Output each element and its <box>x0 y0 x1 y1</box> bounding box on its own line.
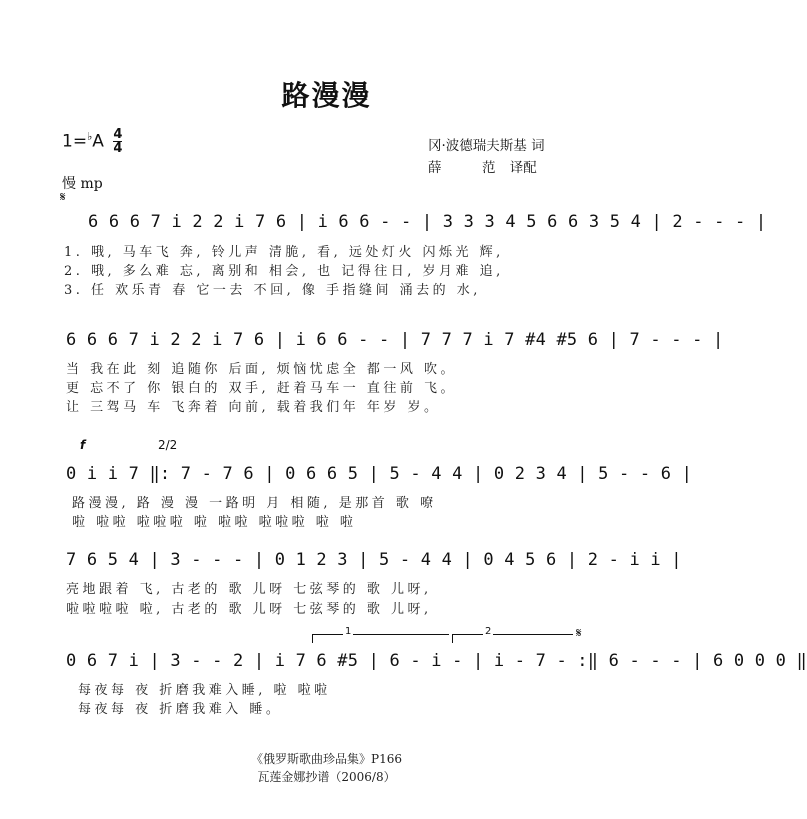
time-top: 4 <box>113 127 123 142</box>
arranger-name: 薛 范 <box>428 160 496 176</box>
lyricist-credit: 冈·波德瑞夫斯基 词 <box>428 138 545 154</box>
volta-1-label: 1 <box>345 626 352 637</box>
time-bottom: 4 <box>113 141 123 156</box>
lyric-line-2-2: 更 忘不了 你 银白的 双手, 赶着马车一 直往前 飞。 <box>66 381 458 396</box>
lyric-line-4-1: 亮地跟着 飞, 古老的 歌 儿呀 七弦琴的 歌 儿呀, <box>66 582 432 597</box>
notation-row-1: 6 6 6 7 i 2 2 i 7 6 | i 6 6 - - | 3 3 3 4 5 6 6 3 5 4 | 2 - - - | <box>88 212 767 232</box>
arranger-role: 译配 <box>509 160 537 176</box>
lyric-line-2-3: 让 三驾马 车 飞奔着 向前, 载着我们年 年岁 岁。 <box>66 400 441 415</box>
notation-row-2: 6 6 6 7 i 2 2 i 7 6 | i 6 6 - - | 7 7 7 i 7 #4 #5 6 | 7 - - - | <box>66 330 724 350</box>
time-signature <box>113 128 122 155</box>
source-citation: 《俄罗斯歌曲珍品集》P166 <box>251 752 402 766</box>
key-signature <box>62 128 122 155</box>
lyric-line-1-3: 3. 任 欢乐青 春 它一去 不回, 像 手指缝间 涌去的 水, <box>64 283 481 298</box>
meter-change: 2/2 <box>158 438 178 452</box>
segno-mark-end: 𝄋 <box>576 626 582 641</box>
lyric-line-2-1: 当 我在此 刻 追随你 后面, 烦恼忧虑全 都一风 吹。 <box>66 362 458 377</box>
tempo-marking: 慢 mp <box>62 176 103 192</box>
volta-bracket-1 <box>312 626 449 643</box>
volta-bracket-2 <box>452 626 573 643</box>
song-title: 路漫漫 <box>281 79 372 112</box>
lyric-line-5-1: 每夜每 夜 折磨我难入睡, 啦 啦啦 <box>78 683 331 698</box>
lyric-line-1-2: 2. 哦, 多么难 忘, 离别和 相会, 也 记得往日, 岁月难 追, <box>64 264 504 279</box>
arranger-credit <box>428 156 537 176</box>
segno-mark: 𝄋 <box>60 190 66 205</box>
notation-row-5: 0 6 7 i | 3 - - 2 | i 7 6 #5 | 6 - i - | i - 7 - :‖ 6 - - - | 6 0 0 0 ‖ <box>66 651 807 671</box>
key-note: A <box>92 131 104 152</box>
lyric-line-3-1: 路漫漫, 路 漫 漫 一路明 月 相随, 是那首 歌 嘹 <box>72 496 437 511</box>
volta-2-label: 2 <box>485 626 492 637</box>
lyric-line-4-2: 啦啦啦啦 啦, 古老的 歌 儿呀 七弦琴的 歌 儿呀, <box>66 602 432 617</box>
notation-row-3: 0 i i 7 ‖: 7 - 7 6 | 0 6 6 5 | 5 - 4 4 | 0 2 3 4 | 5 - - 6 | <box>66 464 693 484</box>
flat-sign: ♭ <box>87 129 93 143</box>
lyric-line-5-2: 每夜每 夜 折磨我难入 睡。 <box>78 702 283 717</box>
dynamics-forte: f <box>80 438 86 452</box>
key-prefix: 1= <box>62 131 88 152</box>
notation-row-4: 7 6 5 4 | 3 - - - | 0 1 2 3 | 5 - 4 4 | 0 4 5 6 | 2 - i i | <box>66 550 682 570</box>
copyist-note: 瓦莲金娜抄谱（2006/8） <box>257 770 396 784</box>
lyric-line-1-1: 1. 哦, 马车飞 奔, 铃儿声 清脆, 看, 远处灯火 闪烁光 辉, <box>64 245 504 260</box>
lyric-line-3-2: 啦 啦啦 啦啦啦 啦 啦啦 啦啦啦 啦 啦 <box>72 515 357 530</box>
